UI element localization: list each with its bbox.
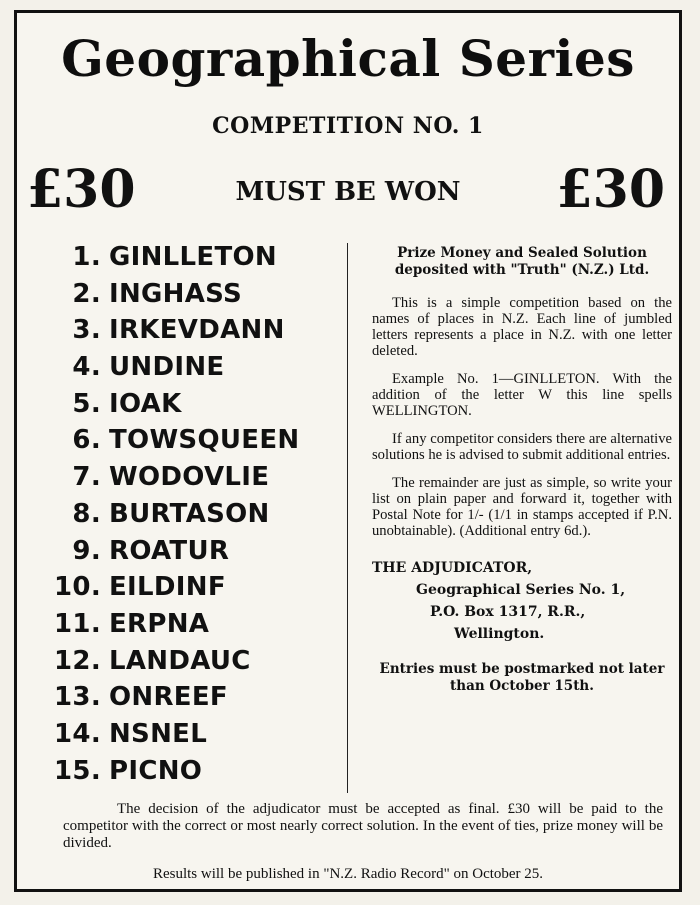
list-item bbox=[47, 643, 347, 680]
jumbled-word: TOWSQUEEN bbox=[109, 425, 300, 456]
jumbled-word: ERPNA bbox=[109, 608, 210, 639]
page-title: Geographical Series bbox=[61, 29, 635, 88]
results-note: Results will be published in "N.Z. Radio Record" on October 25. bbox=[152, 866, 544, 882]
prize-amount-left: £30 bbox=[27, 159, 136, 220]
jumbled-word: LANDAUC bbox=[109, 645, 251, 676]
jumbled-word: EILDINF bbox=[109, 572, 226, 603]
jumbled-word: UNDINE bbox=[109, 352, 225, 383]
remainder-paragraph: The remainder are just as simple, so write your list on plain paper and forward it, together with Postal Note for 1/- (1/1 in stamps accepted if P.N. unobtainable). (Additional entry 6d.). bbox=[372, 475, 672, 539]
list-item bbox=[47, 716, 347, 753]
puzzle-list bbox=[47, 239, 347, 789]
item-number: 2. bbox=[72, 278, 101, 309]
item-number: 3. bbox=[72, 315, 101, 346]
list-item bbox=[47, 459, 347, 496]
list-item bbox=[47, 386, 347, 423]
item-number: 8. bbox=[72, 498, 101, 529]
competition-subtitle: COMPETITION NO. 1 bbox=[212, 113, 484, 139]
list-item bbox=[47, 606, 347, 643]
list-item bbox=[47, 349, 347, 386]
item-number: 15. bbox=[54, 755, 101, 786]
rules-column bbox=[372, 245, 672, 695]
item-number: 14. bbox=[54, 718, 101, 749]
address-line: Wellington. bbox=[454, 626, 545, 642]
item-number: 7. bbox=[72, 462, 101, 493]
prize-banner bbox=[17, 155, 679, 225]
item-number: 11. bbox=[54, 608, 101, 639]
jumbled-word: ONREEF bbox=[109, 682, 228, 713]
list-item bbox=[47, 276, 347, 313]
item-number: 12. bbox=[54, 645, 101, 676]
jumbled-word: NSNEL bbox=[109, 718, 208, 749]
list-item bbox=[47, 533, 347, 570]
jumbled-word: PICNO bbox=[109, 755, 203, 786]
jumbled-word: IOAK bbox=[109, 388, 182, 419]
list-item bbox=[47, 679, 347, 716]
item-number: 4. bbox=[72, 352, 101, 383]
jumbled-word: INGHASS bbox=[109, 278, 243, 309]
prize-text: MUST BE WON bbox=[235, 177, 461, 207]
decision-paragraph: The decision of the adjudicator must be accepted as final. £30 will be paid to the competitor with the correct or most nearly correct solution. In the event of ties, prize money will be divided. bbox=[63, 801, 663, 851]
list-item bbox=[47, 753, 347, 790]
jumbled-word: WODOVLIE bbox=[109, 462, 270, 493]
item-number: 10. bbox=[54, 572, 101, 603]
item-number: 5. bbox=[72, 388, 101, 419]
column-divider bbox=[347, 243, 348, 793]
adjudicator-address bbox=[372, 557, 672, 645]
list-item bbox=[47, 422, 347, 459]
deadline-note: Entries must be postmarked not later than October 15th. bbox=[379, 661, 665, 694]
advertisement bbox=[14, 10, 682, 892]
jumbled-word: ROATUR bbox=[109, 535, 230, 566]
item-number: 1. bbox=[72, 242, 101, 272]
jumbled-word: IRKEVDANN bbox=[109, 315, 285, 346]
deposit-note: Prize Money and Sealed Solution deposited with "Truth" (N.Z.) Ltd. bbox=[394, 245, 650, 278]
item-number: 6. bbox=[72, 425, 101, 456]
address-line: Geographical Series No. 1, bbox=[416, 582, 626, 598]
address-line: THE ADJUDICATOR, bbox=[372, 560, 533, 576]
intro-paragraph: This is a simple competition based on the names of places in N.Z. Each line of jumbled letters represents a place in N.Z. with one letter deleted. bbox=[372, 295, 672, 359]
list-item bbox=[47, 569, 347, 606]
item-number: 9. bbox=[72, 535, 101, 566]
address-line: P.O. Box 1317, R.R., bbox=[430, 604, 586, 620]
example-paragraph: Example No. 1—GINLLETON. With the addition of the letter W this line spells WELLINGTON. bbox=[372, 371, 672, 419]
list-item bbox=[47, 496, 347, 533]
jumbled-word: BURTASON bbox=[109, 498, 270, 529]
prize-amount-right: £30 bbox=[556, 159, 665, 220]
alternatives-paragraph: If any competitor considers there are alternative solutions he is advised to submit additional entries. bbox=[372, 431, 672, 463]
list-item bbox=[47, 312, 347, 349]
list-item bbox=[47, 239, 347, 276]
item-number: 13. bbox=[54, 682, 101, 713]
jumbled-word: GINLLETON bbox=[109, 242, 277, 272]
